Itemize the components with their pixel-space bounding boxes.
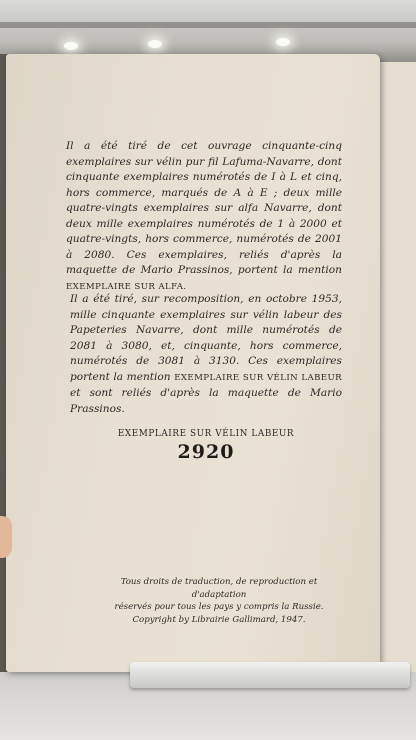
colophon-p1-text: Il a été tiré de cet ouvrage cinquante-cinq exemplaires sur vélin pur fil Lafuma-Navarre, dont cinquante exemplaires numérotés de I à L et cinq, hors commerce, marqués de A à E ; deux mille quatre-vingts exemplaires sur alfa Navarre, dont deux mille exemplaires numérotés de 1 à 2000 et quatre-vingts, hors commerce, numérotés de 2001 à 2080. Ces exemplaires, reliés d'après la maquette de Mario Prassinos, portent la mention xyxy=(66,140,342,276)
colophon-paragraph-1 xyxy=(66,139,342,295)
copyright-line-3: Copyright by Librairie Gallimard, 1947. xyxy=(132,614,306,625)
colophon-p2-text: Il a été tiré, sur recomposition, en octobre 1953, mille cinquante exemplaires sur vélin labeur des Papeteries Navarre, dont mille numérotés de 2081 à 3080, et, cinquante, hors commerce, numérotés de 3081 à 3130. Ces exemplaires portent la mention xyxy=(70,293,342,383)
ceiling-lamp xyxy=(64,42,78,50)
holding-finger xyxy=(0,516,12,558)
colophon-p2-outro: et sont reliés d'après la maquette de Mario Prassinos. xyxy=(70,387,342,415)
colophon-p2-mention: EXEMPLAIRE SUR VÉLIN LABEUR xyxy=(174,372,342,383)
ceiling-lamp xyxy=(276,38,290,46)
ceiling-beam xyxy=(0,22,416,28)
copyright-notice xyxy=(96,576,342,626)
edition-number: 2920 xyxy=(177,441,235,463)
edition-label: EXEMPLAIRE SUR VÉLIN LABEUR xyxy=(117,429,295,439)
copyright-line-2: réservés pour tous les pays y compris la Russie. xyxy=(114,602,324,612)
ceiling-lamp xyxy=(148,40,162,48)
bookmark-strip[interactable] xyxy=(130,662,410,688)
copyright-line-1: Tous droits de traduction, de reproduction et d'adaptation xyxy=(120,577,318,600)
colophon-paragraph-2 xyxy=(70,292,342,417)
colophon-p1-mention: EXEMPLAIRE SUR ALFA. xyxy=(66,281,187,292)
